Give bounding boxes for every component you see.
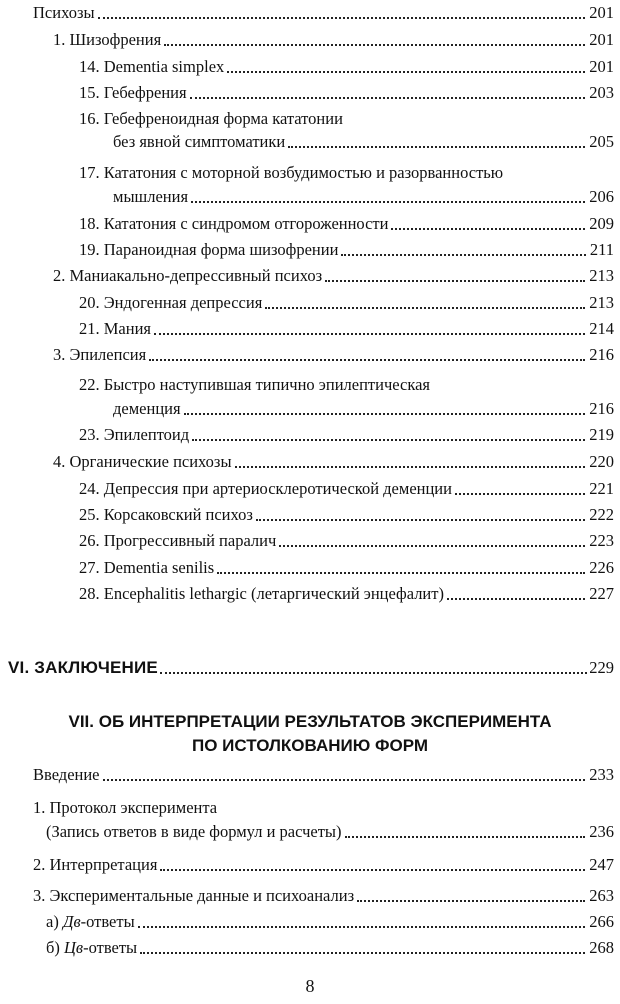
toc-entry: [79, 531, 614, 551]
toc-entry-page: 220: [589, 452, 614, 471]
dot-leader: [325, 280, 585, 282]
page-number: 8: [305, 976, 315, 996]
section-heading-line1: VII. ОБ ИНТЕРПРЕТАЦИИ РЕЗУЛЬТАТОВ ЭКСПЕРИМЕНТА: [68, 712, 552, 731]
toc-entry-page: 201: [589, 3, 614, 22]
toc-entry-page: 227: [589, 584, 614, 603]
toc-entry-page: 203: [589, 83, 614, 102]
toc-entry-italic: Дв: [62, 912, 81, 931]
toc-entry-title: 26. Прогрессивный паралич: [79, 531, 277, 550]
toc-entry: [53, 345, 614, 365]
toc-entry-title: деменция: [113, 399, 181, 418]
toc-entry-page: 206: [589, 187, 614, 206]
dot-leader: [447, 598, 585, 600]
toc-entry: [79, 584, 614, 604]
toc-entry: [33, 765, 614, 785]
dot-leader: [455, 493, 585, 495]
toc-entry: [46, 822, 614, 842]
toc-entry-title: 20. Эндогенная депрессия: [79, 293, 263, 312]
dot-leader: [164, 44, 585, 46]
toc-entry-title: 18. Кататония с синдромом отгороженности: [79, 214, 389, 233]
toc-entry-title: 16. Гебефреноидная форма кататонии: [79, 109, 343, 128]
toc-entry: [33, 855, 614, 875]
dot-leader: [288, 146, 585, 148]
toc-entry-page: 266: [589, 912, 614, 931]
toc-entry-page: 213: [589, 293, 614, 312]
toc-entry-title: Введение: [33, 765, 100, 784]
toc-entry-title: [46, 938, 139, 958]
toc-entry: [53, 452, 614, 472]
toc-entry-page: 216: [589, 345, 614, 364]
toc-entry-title: 2. Интерпретация: [33, 855, 158, 874]
section-heading-line2: ПО ИСТОЛКОВАНИЮ ФОРМ: [192, 736, 428, 755]
toc-section-conclusion: [8, 658, 614, 678]
dot-leader: [190, 97, 586, 99]
toc-entry-title: 28. Encephalitis lethargic (летаргический энцефалит): [79, 584, 444, 603]
dot-leader: [154, 333, 585, 335]
toc-entry-page: 213: [589, 266, 614, 285]
dot-leader: [341, 254, 585, 256]
dot-leader: [235, 466, 586, 468]
toc-entry: [53, 266, 614, 286]
toc-entry-title: 2. Маниакально-депрессивный психоз: [53, 266, 323, 285]
dot-leader: [138, 926, 586, 928]
toc-entry-page: 263: [589, 886, 614, 905]
toc-entry-page: 233: [589, 765, 614, 784]
toc-entry-italic: Цв: [64, 938, 84, 957]
dot-leader: [227, 71, 585, 73]
dot-leader: [191, 201, 585, 203]
toc-entry-title: 21. Мания: [79, 319, 151, 338]
toc-entry: [79, 319, 614, 339]
dot-leader: [160, 869, 585, 871]
toc-entry-title: 4. Органические психозы: [53, 452, 232, 471]
dot-leader: [149, 359, 585, 361]
toc-entry-title: 1. Шизофрения: [53, 30, 162, 49]
toc-entry-title: 25. Корсаковский психоз: [79, 505, 253, 524]
toc-entry-page: 229: [589, 658, 614, 677]
toc-entry-suffix: -ответы: [80, 912, 135, 931]
toc-entry-page: 247: [589, 855, 614, 874]
toc-entry: [79, 240, 614, 260]
toc-entry-page: 205: [589, 132, 614, 151]
toc-entry-title: 3. Экспериментальные данные и психоанализ: [33, 886, 355, 905]
dot-leader: [192, 439, 585, 441]
toc-entry-title: 3. Эпилепсия: [53, 345, 147, 364]
toc-entry-page: 221: [589, 479, 614, 498]
toc-entry-title: Психозы: [33, 3, 95, 22]
dot-leader: [265, 307, 585, 309]
toc-entry-title: мышления: [113, 187, 189, 206]
toc-entry-page: 236: [589, 822, 614, 841]
toc-entry-title: 27. Dementia senilis: [79, 558, 215, 577]
toc-entry: [79, 479, 614, 499]
toc-entry-page: 216: [589, 399, 614, 418]
toc-entry-title: 19. Параноидная форма шизофрении: [79, 240, 339, 259]
dot-leader: [140, 952, 585, 954]
toc-entry-prefix: а): [46, 912, 63, 931]
toc-entry-title: без явной симптоматики: [113, 132, 286, 151]
toc-entry: [79, 558, 614, 578]
toc-entry-title: 22. Быстро наступившая типично эпилептическая: [79, 375, 430, 394]
toc-entry-title: 17. Кататония с моторной возбудимостью и разорванностью: [79, 163, 504, 182]
toc-entry-page: 268: [589, 938, 614, 957]
toc-entry: [46, 912, 614, 932]
toc-entry-page: 201: [589, 30, 614, 49]
toc-entry: [79, 505, 614, 525]
toc-entry: [79, 425, 614, 445]
toc-entry-title: (Запись ответов в виде формул и расчеты): [46, 822, 342, 841]
toc-entry: [33, 3, 614, 23]
toc-entry-title: 1. Протокол эксперимента: [33, 798, 218, 817]
dot-leader: [357, 900, 585, 902]
toc-entry-title: 24. Депрессия при артериосклеротической деменции: [79, 479, 452, 498]
dot-leader: [391, 228, 585, 230]
dot-leader: [98, 17, 586, 19]
toc-entry-title: [46, 912, 137, 932]
dot-leader: [217, 572, 585, 574]
toc-entry-prefix: б): [46, 938, 65, 957]
toc-entry: [79, 83, 614, 103]
toc-entry: [113, 132, 614, 152]
toc-entry: [79, 57, 614, 77]
toc-entry-page: 219: [589, 425, 614, 444]
toc-entry-page: 222: [589, 505, 614, 524]
dot-leader: [256, 519, 585, 521]
section-title: VI. ЗАКЛЮЧЕНИЕ: [8, 658, 158, 677]
toc-entry: [46, 938, 614, 958]
toc-entry: [33, 886, 614, 906]
toc-entry: [113, 399, 614, 419]
toc-entry-page: 226: [589, 558, 614, 577]
toc-entry-suffix: -ответы: [83, 938, 138, 957]
toc-entry: [113, 187, 614, 207]
dot-leader: [184, 413, 586, 415]
toc-entry: [79, 214, 614, 234]
toc-entry-page: 211: [589, 240, 614, 259]
dot-leader: [279, 545, 585, 547]
toc-entry: [79, 293, 614, 313]
toc-entry: [53, 30, 614, 50]
dot-leader: [345, 836, 586, 838]
toc-entry-page: 209: [589, 214, 614, 233]
toc-entry-title: 14. Dementia simplex: [79, 57, 225, 76]
toc-entry-title: 15. Гебефрения: [79, 83, 187, 102]
toc-entry-page: 223: [589, 531, 614, 550]
toc-entry-page: 214: [589, 319, 614, 338]
dot-leader: [103, 779, 586, 781]
toc-entry-title: 23. Эпилептоид: [79, 425, 190, 444]
dot-leader: [160, 672, 587, 674]
toc-entry-page: 201: [589, 57, 614, 76]
